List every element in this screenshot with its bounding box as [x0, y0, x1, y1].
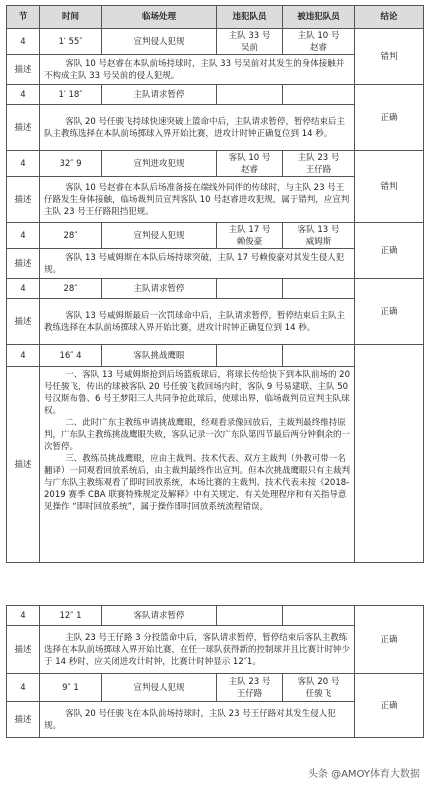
table-row — [7, 223, 424, 249]
cell-no: 4 — [7, 223, 40, 249]
table-row — [7, 151, 424, 177]
cell-action: 客队挑战鹰眼 — [102, 345, 217, 367]
cell-no: 4 — [7, 85, 40, 105]
cell-time: 1′ 18″ — [40, 85, 102, 105]
cell-time: 32″ 9 — [40, 151, 102, 177]
table-row — [7, 606, 424, 626]
cell-no: 4 — [7, 279, 40, 299]
cell-fouled-player — [283, 345, 355, 367]
cell-time: 28″ — [40, 279, 102, 299]
cell-time: 12″ 1 — [40, 606, 102, 626]
cell-desc: 客队 20 号任骏飞在本队前场持球时，主队 23 号王仔路对其发生侵人犯规。 — [40, 702, 355, 738]
table-row — [7, 345, 424, 367]
cell-action: 主队请求暂停 — [102, 279, 217, 299]
cell-foul-player: 主队 33 号 吴前 — [217, 29, 283, 55]
header-no: 节 — [7, 6, 40, 29]
header-fouled-player: 被违犯队员 — [283, 6, 355, 29]
cell-desc: 客队 20 号任骏飞持球快速突破上篮命中后，主队请求暂停，暂停结束后主队主教练选择在本队前场掷球入界开始比赛，进攻计时钟正确复位到 14 秒。 — [40, 105, 355, 151]
cell-fouled-player: 主队 10 号 赵睿 — [283, 29, 355, 55]
table-row — [7, 279, 424, 299]
cell-conclusion: 正确 — [355, 85, 424, 151]
watermark: 头条 @AMOY体育大数据 — [307, 769, 420, 780]
cell-foul-player: 客队 10 号 赵睿 — [217, 151, 283, 177]
header-time: 时间 — [40, 6, 102, 29]
cell-fouled-player — [283, 85, 355, 105]
cell-conclusion: 错判 — [355, 29, 424, 85]
cell-no: 4 — [7, 345, 40, 367]
cell-fouled-player: 主队 23 号 王仔路 — [283, 151, 355, 177]
table-row — [7, 674, 424, 702]
challenge-para: 三、教练员挑战鹰眼，应由主裁判、技术代表、双方主裁判（外教可带一名翻译）一同观看回放系统后，由主裁判最终作出宣判。但本次挑战鹰眼只有主裁判与广东队主教练观看了即时回放系统，本场比赛的主裁判、技术代表未按《2018-2019 赛季 CBA 联赛特殊规定及解释》中有关规定、有关处理程序和有关指导意见操作 “即时回放系统”，属于操作即时回放系统流程错误。 — [44, 454, 351, 512]
cell-conclusion: 正确 — [355, 674, 424, 738]
desc-label: 描述 — [7, 299, 40, 345]
cell-conclusion: 错判 — [355, 151, 424, 223]
desc-label: 描述 — [7, 105, 40, 151]
cell-action: 宣判进攻犯规 — [102, 151, 217, 177]
cell-foul-player — [217, 85, 283, 105]
cell-conclusion: 正确 — [355, 279, 424, 345]
challenge-para: 二、此时广东主教练申请挑战鹰眼，经观看录像回放后，主裁判最终维持原判，广东队主教练挑战鹰眼失败，客队记录一次广东队第四节最后两分钟剩余的一次暂停。 — [44, 418, 351, 452]
table-row — [7, 85, 424, 105]
desc-label: 描述 — [7, 626, 40, 674]
header-action: 临场处理 — [102, 6, 217, 29]
desc-label: 描述 — [7, 55, 40, 85]
challenge-para: 一、客队 13 号威姆斯抢到后场篮板球后，将球长传给快下到本队前场的 20 号任骏飞，传出的球被客队 20 号任骏飞救回场内时，客队 9 号易建联、主队 50 号汉斯布鲁、6 号王梦阳三人共同争抢此球后，使球出界，临场裁判员宣判主队球权。 — [44, 370, 350, 416]
cell-time: 16″ 4 — [40, 345, 102, 367]
cell-action: 客队请求暂停 — [102, 606, 217, 626]
cell-fouled-player: 客队 13 号 威姆斯 — [283, 223, 355, 249]
challenge-desc — [40, 367, 355, 563]
cell-time: 28″ — [40, 223, 102, 249]
review-table-top — [6, 5, 424, 563]
desc-label: 描述 — [7, 249, 40, 279]
cell-foul-player: 主队 23 号 王仔路 — [217, 674, 283, 702]
desc-label: 描述 — [7, 367, 40, 563]
cell-desc: 客队 13 号威姆斯最后一次罚球命中后，主队请求暂停，暂停结束后主队主教练选择在本队前场掷球入界开始比赛，进攻计时钟正确复位到 14 秒。 — [40, 299, 355, 345]
cell-desc: 客队 13 号威姆斯在本队后场持球突破，主队 17 号赖俊豪对其发生侵人犯规。 — [40, 249, 355, 279]
cell-no: 4 — [7, 606, 40, 626]
cell-conclusion: 正确 — [355, 223, 424, 279]
cell-time: 9″ 1 — [40, 674, 102, 702]
cell-fouled-player: 客队 20 号 任骏飞 — [283, 674, 355, 702]
cell-action: 宣判侵人犯规 — [102, 29, 217, 55]
table-row — [7, 29, 424, 55]
cell-foul-player — [217, 345, 283, 367]
cell-fouled-player — [283, 606, 355, 626]
cell-time: 1′ 55″ — [40, 29, 102, 55]
cell-action: 主队请求暂停 — [102, 85, 217, 105]
table-header-row — [7, 6, 424, 29]
cell-conclusion — [355, 345, 424, 563]
cell-foul-player — [217, 279, 283, 299]
header-conclusion: 结论 — [355, 6, 424, 29]
cell-foul-player — [217, 606, 283, 626]
cell-action: 宣判侵人犯规 — [102, 223, 217, 249]
review-table-bottom — [6, 605, 424, 738]
header-foul-player: 违犯队员 — [217, 6, 283, 29]
cell-conclusion: 正确 — [355, 606, 424, 674]
cell-action: 宣判侵人犯规 — [102, 674, 217, 702]
cell-desc: 客队 10 号赵睿在本队前场持球时，主队 33 号吴前对其发生的身体接触并不构成主队 33 号吴前的侵人犯规。 — [40, 55, 355, 85]
cell-fouled-player — [283, 279, 355, 299]
cell-foul-player: 主队 17 号 赖俊豪 — [217, 223, 283, 249]
cell-no: 4 — [7, 151, 40, 177]
desc-label: 描述 — [7, 702, 40, 738]
cell-desc: 客队 10 号赵睿在本队后场准备接在端线外同伴的传球时，与主队 23 号王仔路发生身体接触，临场裁判员宣判客队 10 号赵睿进攻犯规，属于错判，应宣判主队 23 号王仔路阻挡犯规。 — [40, 177, 355, 223]
cell-no: 4 — [7, 674, 40, 702]
desc-label: 描述 — [7, 177, 40, 223]
cell-desc: 主队 23 号王仔路 3 分投篮命中后，客队请求暂停，暂停结束后客队主教练选择在本队前场掷球入界开始比赛，在任一球队获得新的控制球并且比赛计时钟少于 14 秒时，应关闭进攻计时钟，比赛计时钟显示 12″1。 — [40, 626, 355, 674]
cell-no: 4 — [7, 29, 40, 55]
